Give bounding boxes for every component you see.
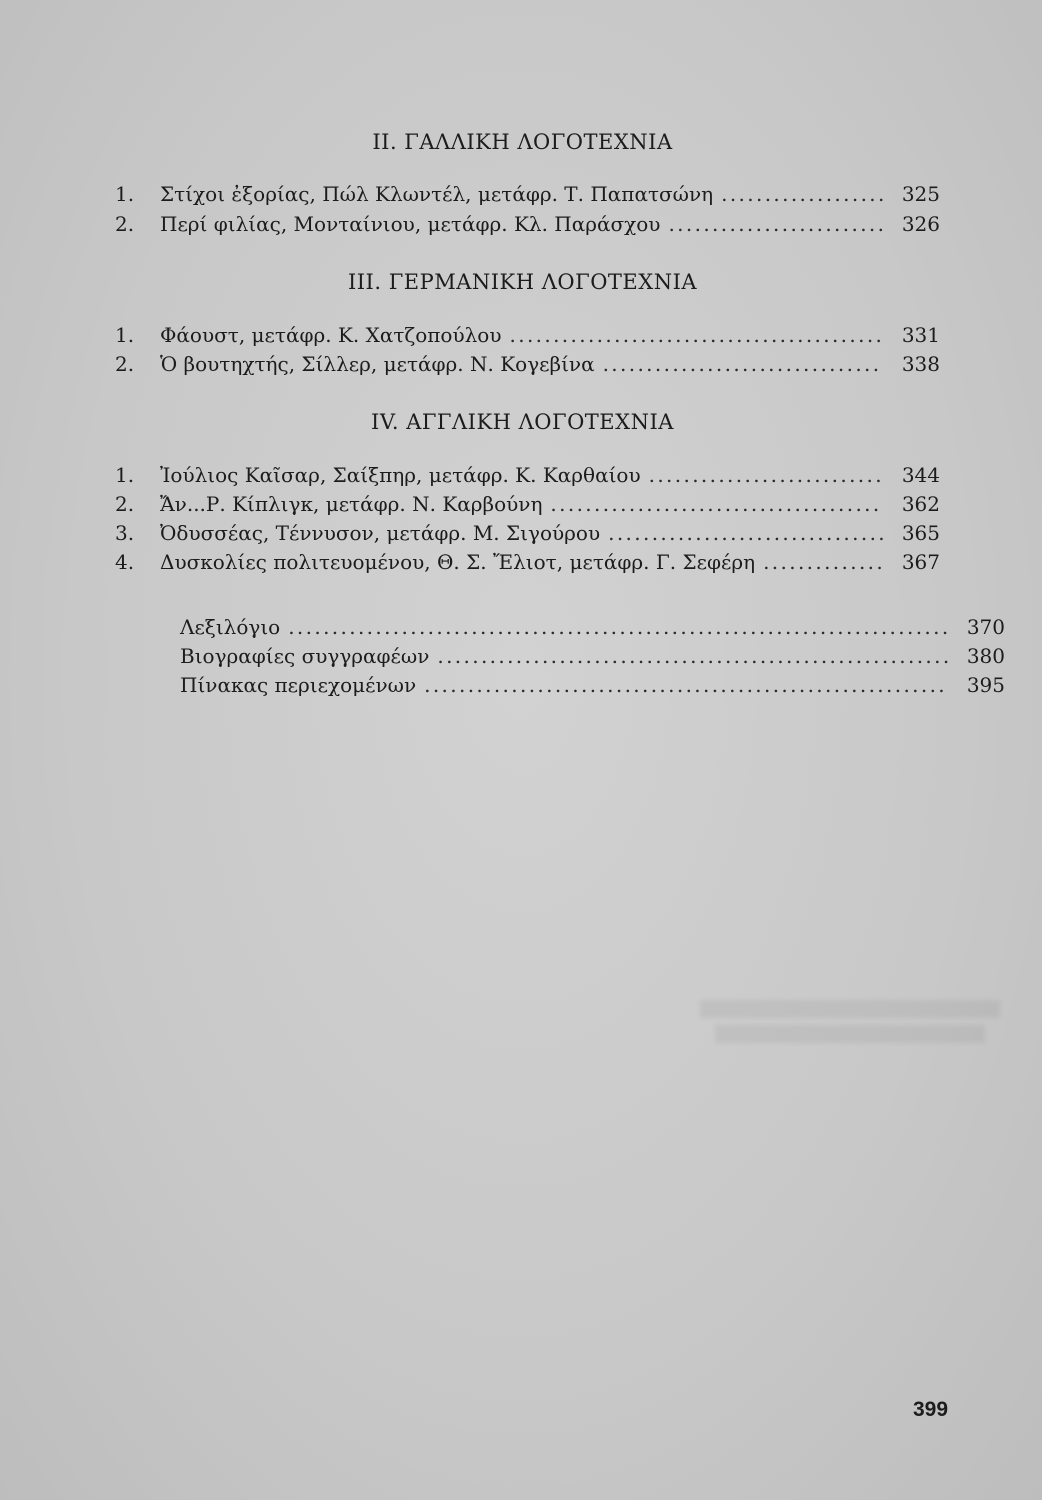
dot-leader [550,492,883,516]
entry-number: 2. [115,352,135,376]
toc-entry [115,550,940,578]
toc-entry [115,352,940,380]
entry-title: Βιογραφίες συγγραφέων [180,644,430,668]
entry-title: Δυσκολίες πολιτευομένου, Θ. Σ. Ἔλιοτ, μετάφρ. Γ. Σεφέρη [160,550,756,574]
toc-entry [115,644,1005,672]
dot-leader [668,212,883,236]
section-heading: IV. ΑΓΓΛΙΚΗ ΛΟΓΟΤΕΧΝΙΑ [371,410,674,434]
dot-leader [608,521,883,545]
page-number: 399 [913,1398,949,1421]
entry-number: 1. [115,323,135,347]
entry-page: 338 [901,352,940,376]
toc-entry [115,615,1005,643]
entry-page: 326 [901,212,940,236]
entry-page: 370 [966,615,1005,639]
entry-page: 367 [901,550,940,574]
entry-number: 1. [115,182,135,206]
entry-page: 395 [966,673,1005,697]
entry-page: 331 [901,323,940,347]
dot-leader [721,182,883,206]
dot-leader [603,352,883,376]
dot-leader [424,673,948,697]
entry-title: Στίχοι ἐξορίας, Πώλ Κλωντέλ, μετάφρ. Τ. Παπατσώνη [160,182,714,206]
entry-title: Ἰούλιος Καῖσαρ, Σαίξπηρ, μετάφρ. Κ. Καρθαίου [160,463,641,487]
entry-title: Λεξιλόγιο [180,615,281,639]
entry-title: Ἄν...Ρ. Κίπλιγκ, μετάφρ. Ν. Καρβούνη [160,492,543,516]
toc-entry [115,673,1005,701]
toc-entry [115,521,940,549]
bleed-through-mark [715,1025,985,1043]
toc-entry [115,212,940,240]
entry-number: 4. [115,550,135,574]
section-heading: II. ΓΑΛΛΙΚΗ ΛΟΓΟΤΕΧΝΙΑ [372,130,673,154]
toc-entry [115,323,940,351]
entry-number: 2. [115,212,135,236]
entry-title: Φάουστ, μετάφρ. Κ. Χατζοπούλου [160,323,502,347]
entry-title: Περί φιλίας, Μονταίνιου, μετάφρ. Κλ. Παράσχου [160,212,661,236]
entry-page: 380 [966,644,1005,668]
toc-entry [115,182,940,210]
entry-title: Ὀδυσσέας, Τέννυσον, μετάφρ. Μ. Σιγούρου [160,521,601,545]
entry-page: 325 [901,182,940,206]
section-heading: III. ΓΕΡΜΑΝΙΚΗ ΛΟΓΟΤΕΧΝΙΑ [347,270,698,294]
toc-entry [115,492,940,520]
dot-leader [288,615,948,639]
entry-page: 344 [901,463,940,487]
entry-number: 1. [115,463,135,487]
toc-entry [115,463,940,491]
dot-leader [763,550,883,574]
entry-title: Πίνακας περιεχομένων [180,673,417,697]
dot-leader [510,323,883,347]
entry-number: 3. [115,521,135,545]
entry-page: 362 [901,492,940,516]
dot-leader [437,644,948,668]
entry-page: 365 [901,521,940,545]
entry-title: Ὁ βουτηχτής, Σίλλερ, μετάφρ. Ν. Κογεβίνα [160,352,595,376]
entry-number: 2. [115,492,135,516]
dot-leader [649,463,883,487]
bleed-through-mark [700,1000,1000,1018]
